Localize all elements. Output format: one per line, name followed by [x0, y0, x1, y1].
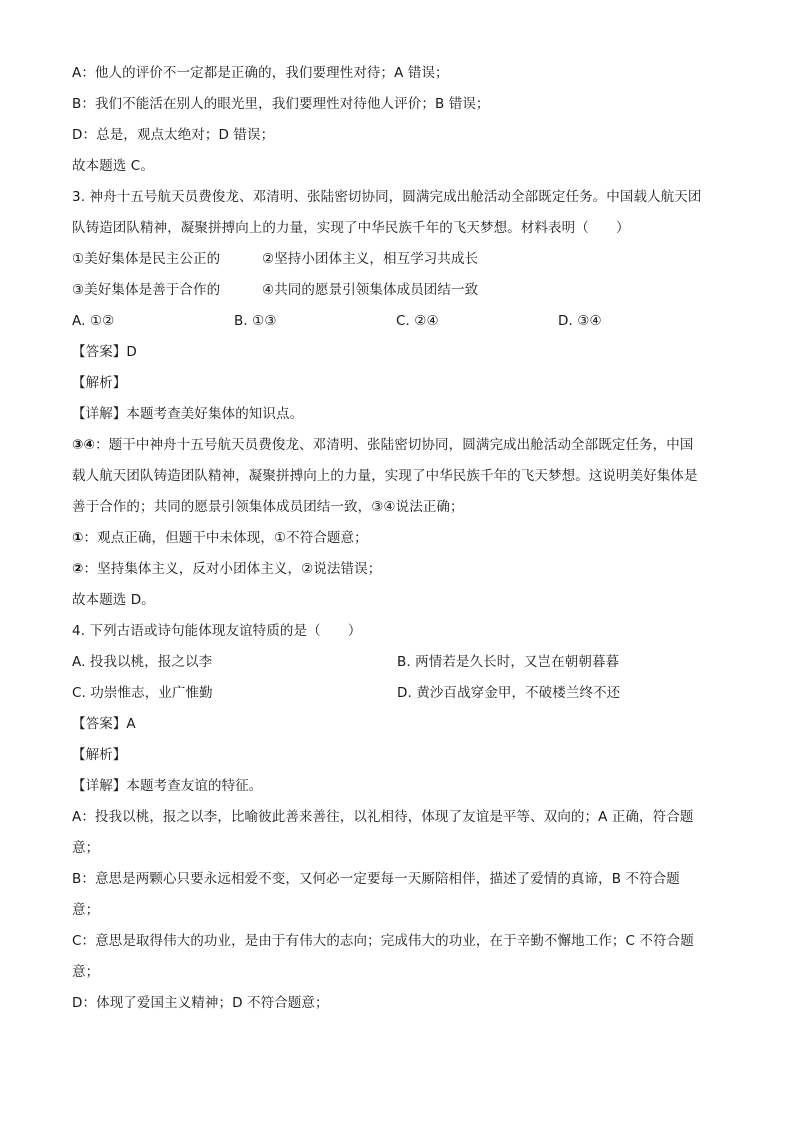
q3-options — [72, 306, 732, 337]
q4-option-c: C. 功崇惟志，业广惟勤 — [72, 685, 213, 701]
q4-explanation-line-6: 意； — [72, 964, 100, 980]
q3-statement-4: ④共同的愿景引领集体成员团结一致 — [262, 282, 479, 298]
q3-option-a: A. ①② — [72, 313, 115, 329]
q4-explanation-line-4: 意； — [72, 902, 100, 918]
q4-answer: 【答案】A — [72, 716, 136, 732]
q4-explanation-line-5: C：意思是取得伟大的功业，是由于有伟大的志向；完成伟大的功业，在于辛勤不懈地工作；C 不符合题 — [72, 933, 694, 949]
q3-explanation-line-4 — [72, 523, 732, 554]
q4-explanation-line-3: B：意思是两颗心只要永远相爱不变，又何必一定要每一天厮陪相伴，描述了爱情的真谛，B 不符合题 — [72, 871, 680, 887]
q4-explanation-line-1: A：投我以桃，报之以李，比喻彼此善来善往，以礼相待，体现了友谊是平等、双向的；A 正确，符合题 — [72, 809, 694, 825]
q3-explanation-text: ：观点正确，但题干中未体现，①不符合题意； — [83, 530, 368, 546]
q3-statement-3: ③美好集体是善于合作的 — [72, 282, 221, 298]
q3-conclusion: 故本题选 D。 — [72, 592, 155, 608]
q2-explanation-a: A：他人的评价不一定都是正确的，我们要理性对待；A 错误； — [72, 65, 449, 81]
q4-analysis-label: 【解析】 — [72, 747, 127, 763]
q2-explanation-b: B：我们不能活在别人的眼光里，我们要理性对待他人评价；B 错误； — [72, 96, 490, 112]
q3-answer: 【答案】D — [72, 344, 137, 360]
q2-explanation-d: D：总是，观点太绝对；D 错误； — [72, 127, 275, 143]
q3-explanation-text: ：题干中神舟十五号航天员费俊龙、邓清明、张陆密切协同，圆满完成出舱活动全部既定任务，中国 — [95, 437, 694, 453]
q4-stem: 4. 下列古语或诗句能体现友谊特质的是（ ） — [72, 623, 362, 639]
q3-statement-2: ②坚持小团体主义，相互学习共成长 — [262, 251, 479, 267]
q3-explanation-line-5 — [72, 554, 732, 585]
q4-option-d: D. 黄沙百战穿金甲，不破楼兰终不还 — [397, 685, 621, 701]
q3-statements-row-1 — [72, 244, 732, 275]
q3-analysis-label: 【解析】 — [72, 375, 127, 391]
q3-stem-line-2: 队铸造团队精神，凝聚拼搏向上的力量，实现了中华民族千年的飞天梦想。材料表明（ ） — [72, 220, 630, 236]
q3-statements-row-2 — [72, 275, 732, 306]
q3-explanation-text: ：坚持集体主义，反对小团体主义，②说法错误； — [83, 561, 382, 577]
q3-explanation-prefix: ③④ — [72, 437, 96, 453]
q3-stem-line-1: 3. 神舟十五号航天员费俊龙、邓清明、张陆密切协同，圆满完成出舱活动全部既定任务。中国载人航天团 — [72, 189, 702, 205]
q4-options-row-1 — [72, 647, 732, 678]
q3-option-b: B. ①③ — [234, 313, 277, 329]
q3-detail: 【详解】本题考查美好集体的知识点。 — [72, 406, 304, 422]
q3-explanation-line-1 — [72, 430, 732, 461]
q2-conclusion: 故本题选 C。 — [72, 158, 154, 174]
q3-statement-1: ①美好集体是民主公正的 — [72, 251, 221, 267]
q3-option-d: D. ③④ — [558, 313, 602, 329]
q3-explanation-prefix: ② — [72, 561, 84, 577]
q3-explanation-line-3: 善于合作的；共同的愿景引领集体成员团结一致，③④说法正确； — [72, 499, 464, 515]
q3-option-c: C. ②④ — [396, 313, 439, 329]
q4-option-b: B. 两情若是久长时，又岂在朝朝暮暮 — [397, 654, 620, 670]
q4-options-row-2 — [72, 678, 732, 709]
q4-explanation-line-2: 意； — [72, 840, 100, 856]
q3-explanation-line-2: 载人航天团队铸造团队精神，凝聚拼搏向上的力量，实现了中华民族千年的飞天梦想。这说明美好集体是 — [72, 468, 698, 484]
q4-explanation-line-7: D：体现了爱国主义精神；D 不符合题意； — [72, 995, 329, 1011]
q3-explanation-prefix: ① — [72, 530, 84, 546]
q4-option-a: A. 投我以桃，报之以李 — [72, 654, 213, 670]
q4-detail: 【详解】本题考查友谊的特征。 — [72, 778, 263, 794]
document-page — [72, 58, 732, 1019]
